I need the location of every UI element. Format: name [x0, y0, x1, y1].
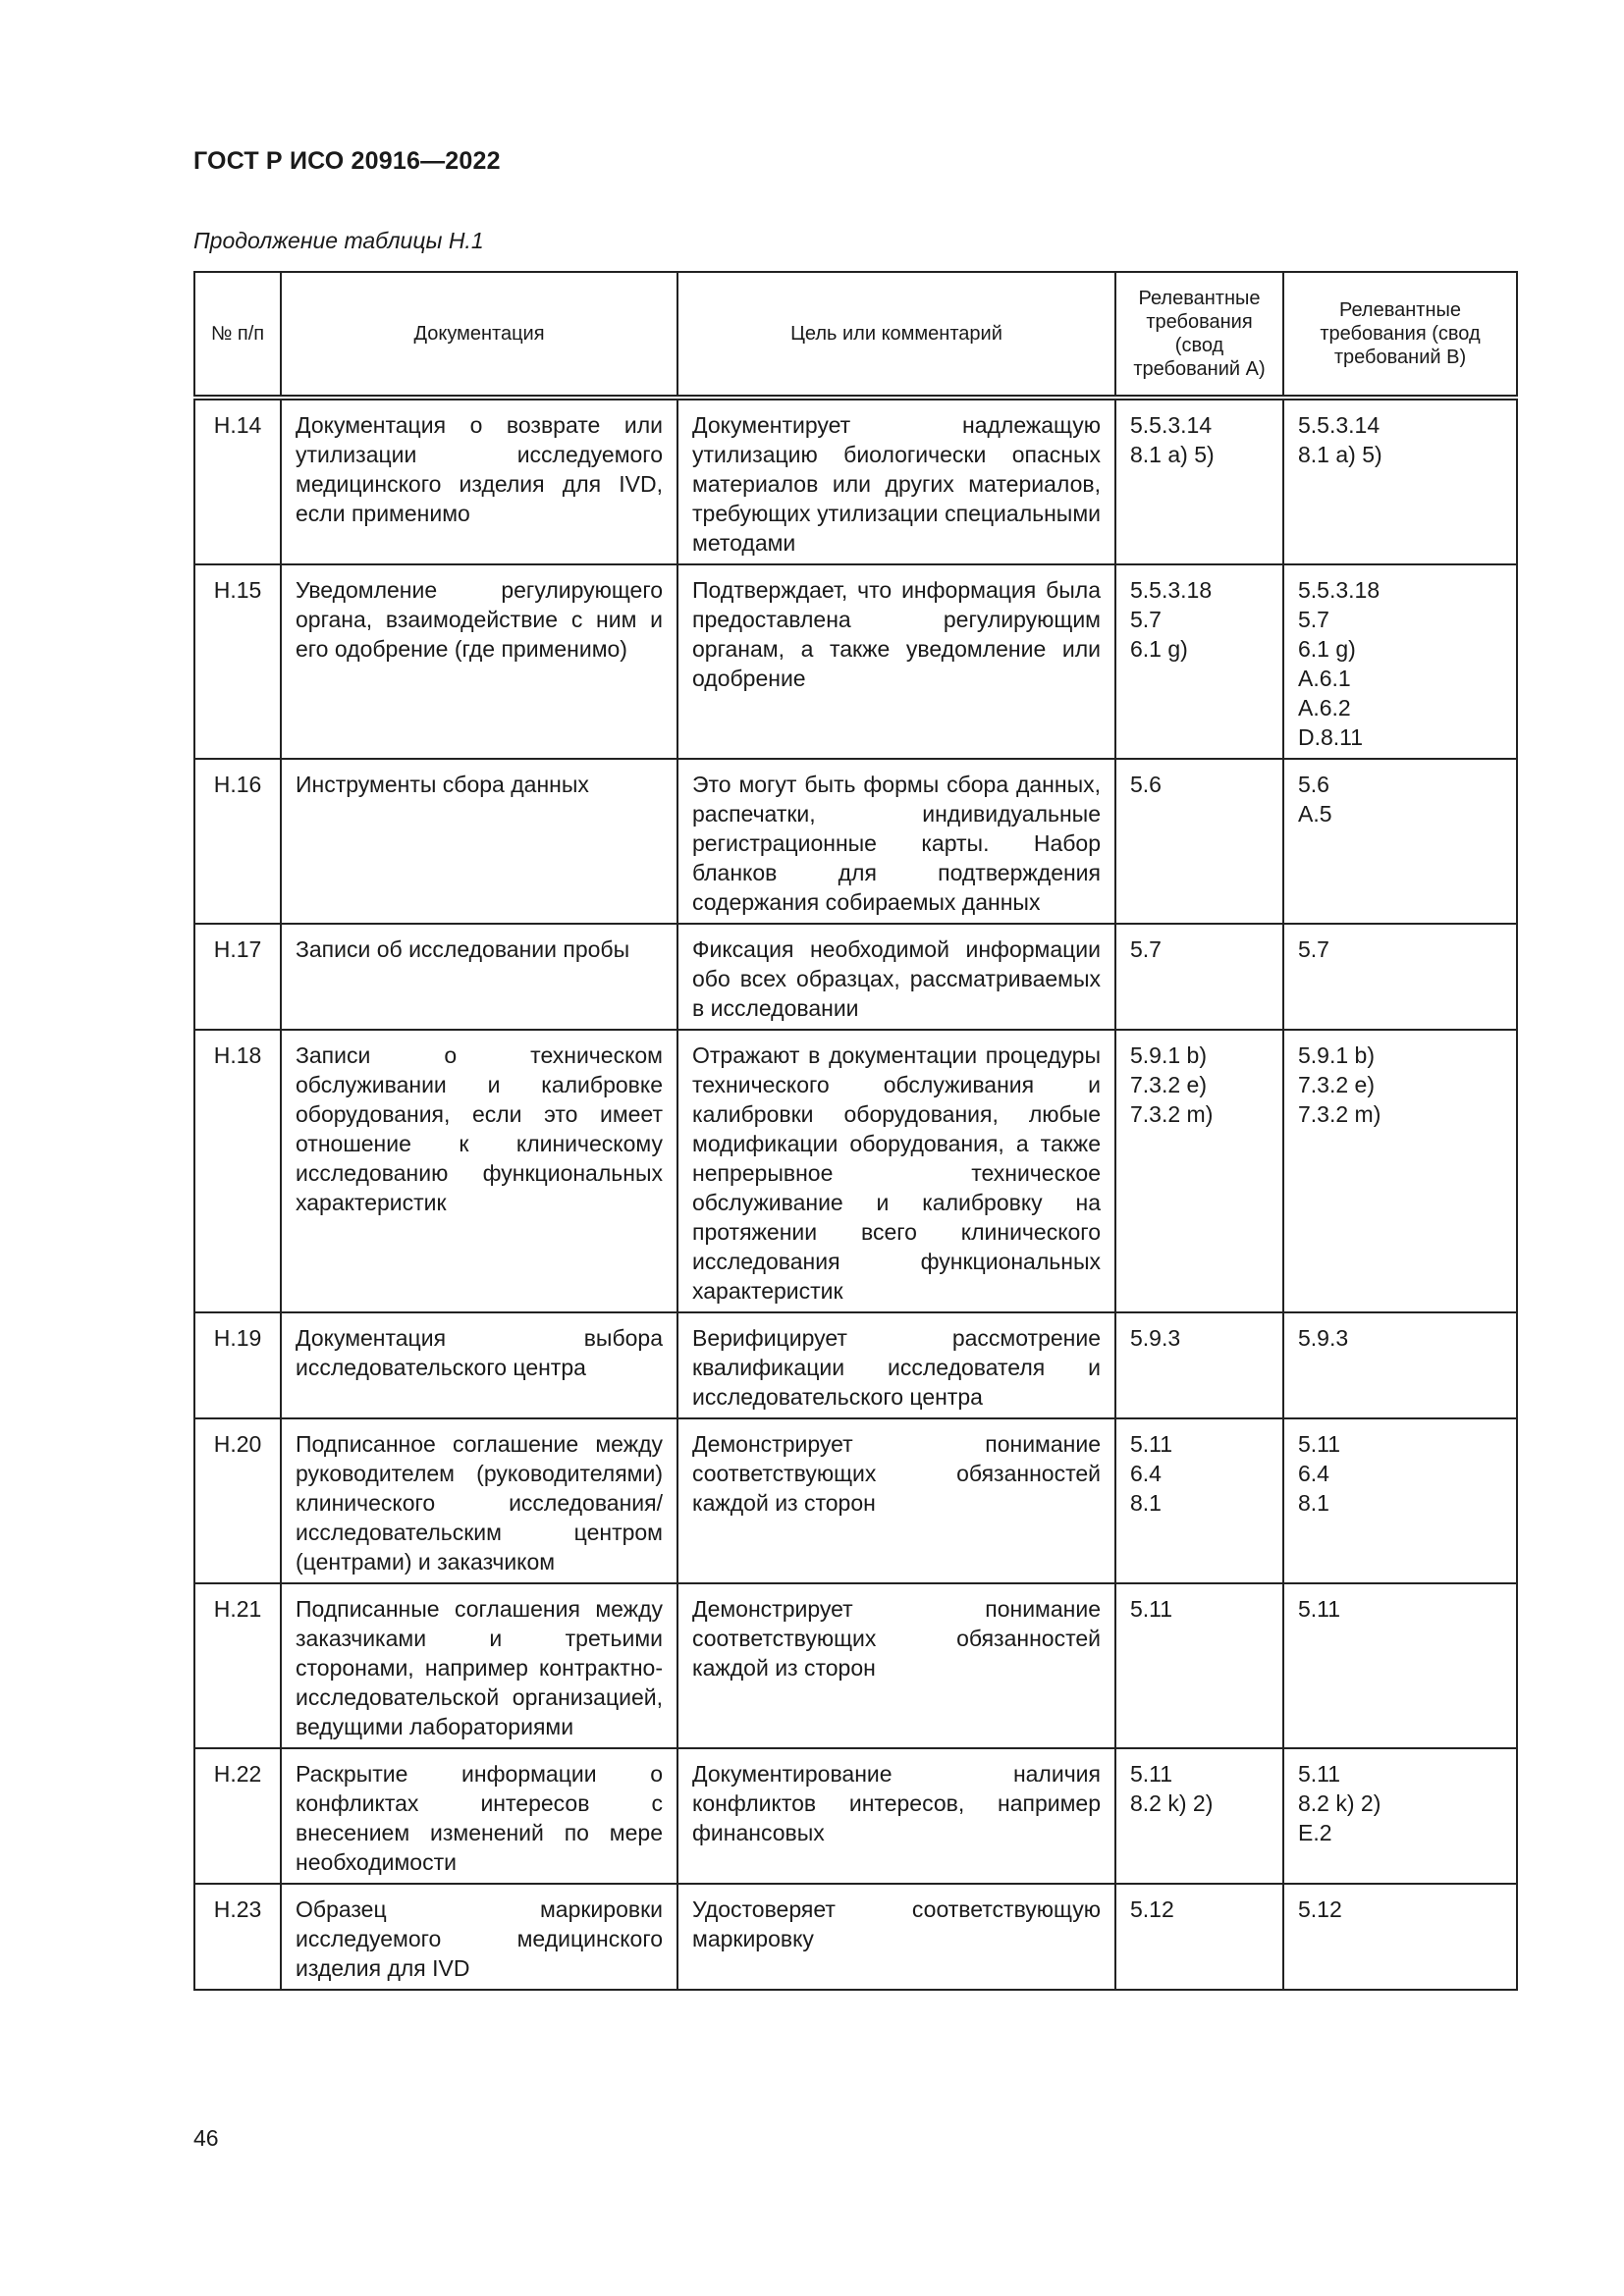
table-row — [194, 924, 1517, 1030]
purpose-cell: Демонстрирует понимание соответствующих обязанностей каждой из сторон — [677, 1583, 1115, 1748]
requirement-ref: 6.1 g) — [1298, 636, 1356, 662]
purpose-cell: Демонстрирует понимание соответствующих обязанностей каждой из сторон — [677, 1418, 1115, 1583]
row-number: Н.22 — [194, 1748, 281, 1884]
table-row — [194, 759, 1517, 924]
document-standard-header: ГОСТ Р ИСО 20916—2022 — [193, 147, 501, 175]
requirement-ref: 5.7 — [1130, 936, 1162, 962]
requirement-ref: 5.9.1 b) — [1298, 1042, 1375, 1068]
table-caption: Продолжение таблицы Н.1 — [193, 228, 484, 253]
requirements-a-cell — [1115, 564, 1283, 759]
requirement-ref: 6.4 — [1298, 1461, 1329, 1486]
purpose-cell: Подтверждает, что информация была предоставлена регулирующим органам, а также уведомление или одобрение — [677, 564, 1115, 759]
requirement-ref: 5.11 — [1298, 1761, 1341, 1787]
requirement-ref: 5.11 — [1130, 1596, 1173, 1622]
table-row — [194, 1884, 1517, 1990]
row-number: Н.19 — [194, 1312, 281, 1418]
requirement-ref: 5.7 — [1298, 936, 1329, 962]
documentation-cell: Документация выбора исследовательского центра — [281, 1312, 677, 1418]
column-header-purpose: Цель или комментарий — [677, 272, 1115, 398]
requirements-a-cell — [1115, 398, 1283, 564]
row-number: Н.15 — [194, 564, 281, 759]
table-row — [194, 1583, 1517, 1748]
requirements-b-cell — [1283, 1583, 1517, 1748]
requirement-ref: 7.3.2 m) — [1130, 1101, 1214, 1127]
requirement-ref: 5.5.3.14 — [1298, 412, 1380, 438]
requirements-a-cell — [1115, 1030, 1283, 1312]
row-number: Н.14 — [194, 398, 281, 564]
purpose-cell: Документирует надлежащую утилизацию биологически опасных материалов или других материалов, требующих утилизации специальными методами — [677, 398, 1115, 564]
requirement-ref: 5.6 — [1130, 772, 1162, 797]
requirement-ref: 5.12 — [1298, 1896, 1342, 1922]
requirement-ref: 5.12 — [1130, 1896, 1174, 1922]
requirement-ref: 5.6 — [1298, 772, 1329, 797]
column-header-documentation: Документация — [281, 272, 677, 398]
requirement-ref: 5.5.3.18 — [1130, 577, 1213, 603]
documentation-cell: Записи об исследовании пробы — [281, 924, 677, 1030]
requirement-ref: 8.1 а) 5) — [1298, 442, 1382, 467]
column-header-number: № п/п — [194, 272, 281, 398]
requirements-a-cell — [1115, 1748, 1283, 1884]
requirements-a-cell — [1115, 1312, 1283, 1418]
requirement-ref: А.6.2 — [1298, 695, 1351, 721]
table-row — [194, 1748, 1517, 1884]
requirements-b-cell — [1283, 1030, 1517, 1312]
requirement-ref: 8.2 k) 2) — [1130, 1790, 1214, 1816]
requirement-ref: 5.9.1 b) — [1130, 1042, 1207, 1068]
requirements-a-cell — [1115, 1884, 1283, 1990]
row-number: Н.20 — [194, 1418, 281, 1583]
documentation-table — [193, 271, 1518, 1991]
row-number: Н.16 — [194, 759, 281, 924]
requirement-ref: 5.9.3 — [1130, 1325, 1181, 1351]
purpose-cell: Отражают в документации процедуры технического обслуживания и калибровки оборудования, любые модификации оборудования, а также непрерывное техническое обслуживание и калибровку на протяжении всего клинического исследования функциональных характеристик — [677, 1030, 1115, 1312]
column-header-requirements-b: Релевантные требования (свод требований В) — [1283, 272, 1517, 398]
requirement-ref: Е.2 — [1298, 1820, 1332, 1845]
documentation-cell: Образец маркировки исследуемого медицинского изделия для IVD — [281, 1884, 677, 1990]
requirements-b-cell — [1283, 1748, 1517, 1884]
requirements-b-cell — [1283, 1418, 1517, 1583]
row-number: Н.17 — [194, 924, 281, 1030]
documentation-cell: Раскрытие информации о конфликтах интересов с внесением изменений по мере необходимости — [281, 1748, 677, 1884]
requirement-ref: 8.1 — [1130, 1490, 1162, 1516]
row-number: Н.18 — [194, 1030, 281, 1312]
documentation-cell: Записи о техническом обслуживании и калибровке оборудования, если это имеет отношение к клиническому исследованию функциональных характеристик — [281, 1030, 677, 1312]
requirement-ref: 8.1 а) 5) — [1130, 442, 1215, 467]
purpose-cell: Это могут быть формы сбора данных, распечатки, индивидуальные регистрационные карты. Набор бланков для подтверждения содержания собираемых данных — [677, 759, 1115, 924]
table-row — [194, 1312, 1517, 1418]
requirement-ref: 7.3.2 е) — [1130, 1072, 1207, 1097]
requirements-b-cell — [1283, 759, 1517, 924]
table-row — [194, 564, 1517, 759]
requirement-ref: 8.1 — [1298, 1490, 1329, 1516]
table-body — [194, 398, 1517, 1990]
requirements-a-cell — [1115, 924, 1283, 1030]
row-number: Н.23 — [194, 1884, 281, 1990]
requirement-ref: 5.11 — [1298, 1596, 1341, 1622]
requirement-ref: 8.2 k) 2) — [1298, 1790, 1381, 1816]
requirement-ref: 5.7 — [1298, 607, 1329, 632]
requirement-ref: D.8.11 — [1298, 724, 1364, 750]
requirement-ref: А.5 — [1298, 801, 1332, 827]
purpose-cell: Верифицирует рассмотрение квалификации исследователя и исследовательского центра — [677, 1312, 1115, 1418]
requirements-a-cell — [1115, 759, 1283, 924]
purpose-cell: Документирование наличия конфликтов интересов, например финансовых — [677, 1748, 1115, 1884]
column-header-requirements-a: Релевантные требования (свод требований А) — [1115, 272, 1283, 398]
requirements-b-cell — [1283, 1312, 1517, 1418]
requirement-ref: 5.5.3.18 — [1298, 577, 1380, 603]
requirements-b-cell — [1283, 924, 1517, 1030]
requirement-ref: 6.1 g) — [1130, 636, 1188, 662]
requirement-ref: 7.3.2 е) — [1298, 1072, 1375, 1097]
requirements-b-cell — [1283, 564, 1517, 759]
documentation-cell: Документация о возврате или утилизации исследуемого медицинского изделия для IVD, если применимо — [281, 398, 677, 564]
purpose-cell: Фиксация необходимой информации обо всех образцах, рассматриваемых в исследовании — [677, 924, 1115, 1030]
requirements-a-cell — [1115, 1583, 1283, 1748]
requirement-ref: 5.11 — [1298, 1431, 1341, 1457]
table-row — [194, 1030, 1517, 1312]
requirement-ref: 7.3.2 m) — [1298, 1101, 1381, 1127]
requirement-ref: 5.5.3.14 — [1130, 412, 1213, 438]
requirements-a-cell — [1115, 1418, 1283, 1583]
table-row — [194, 398, 1517, 564]
requirement-ref: А.6.1 — [1298, 666, 1351, 691]
documentation-cell: Инструменты сбора данных — [281, 759, 677, 924]
requirement-ref: 5.11 — [1130, 1431, 1173, 1457]
documentation-cell: Подписанное соглашение между руководителем (руководителями) клинического исследования/исследовательским центром (центрами) и заказчиком — [281, 1418, 677, 1583]
requirements-b-cell — [1283, 398, 1517, 564]
table-row — [194, 1418, 1517, 1583]
purpose-cell: Удостоверяет соответствующую маркировку — [677, 1884, 1115, 1990]
documentation-cell: Подписанные соглашения между заказчиками и третьими сторонами, например контрактно-исследовательской организацией, ведущими лабораториями — [281, 1583, 677, 1748]
requirement-ref: 5.7 — [1130, 607, 1162, 632]
requirement-ref: 5.9.3 — [1298, 1325, 1349, 1351]
page-number: 46 — [193, 2125, 219, 2151]
requirement-ref: 5.11 — [1130, 1761, 1173, 1787]
table-header-row — [194, 272, 1517, 398]
requirement-ref: 6.4 — [1130, 1461, 1162, 1486]
row-number: Н.21 — [194, 1583, 281, 1748]
requirements-b-cell — [1283, 1884, 1517, 1990]
documentation-cell: Уведомление регулирующего органа, взаимодействие с ним и его одобрение (где применимо) — [281, 564, 677, 759]
